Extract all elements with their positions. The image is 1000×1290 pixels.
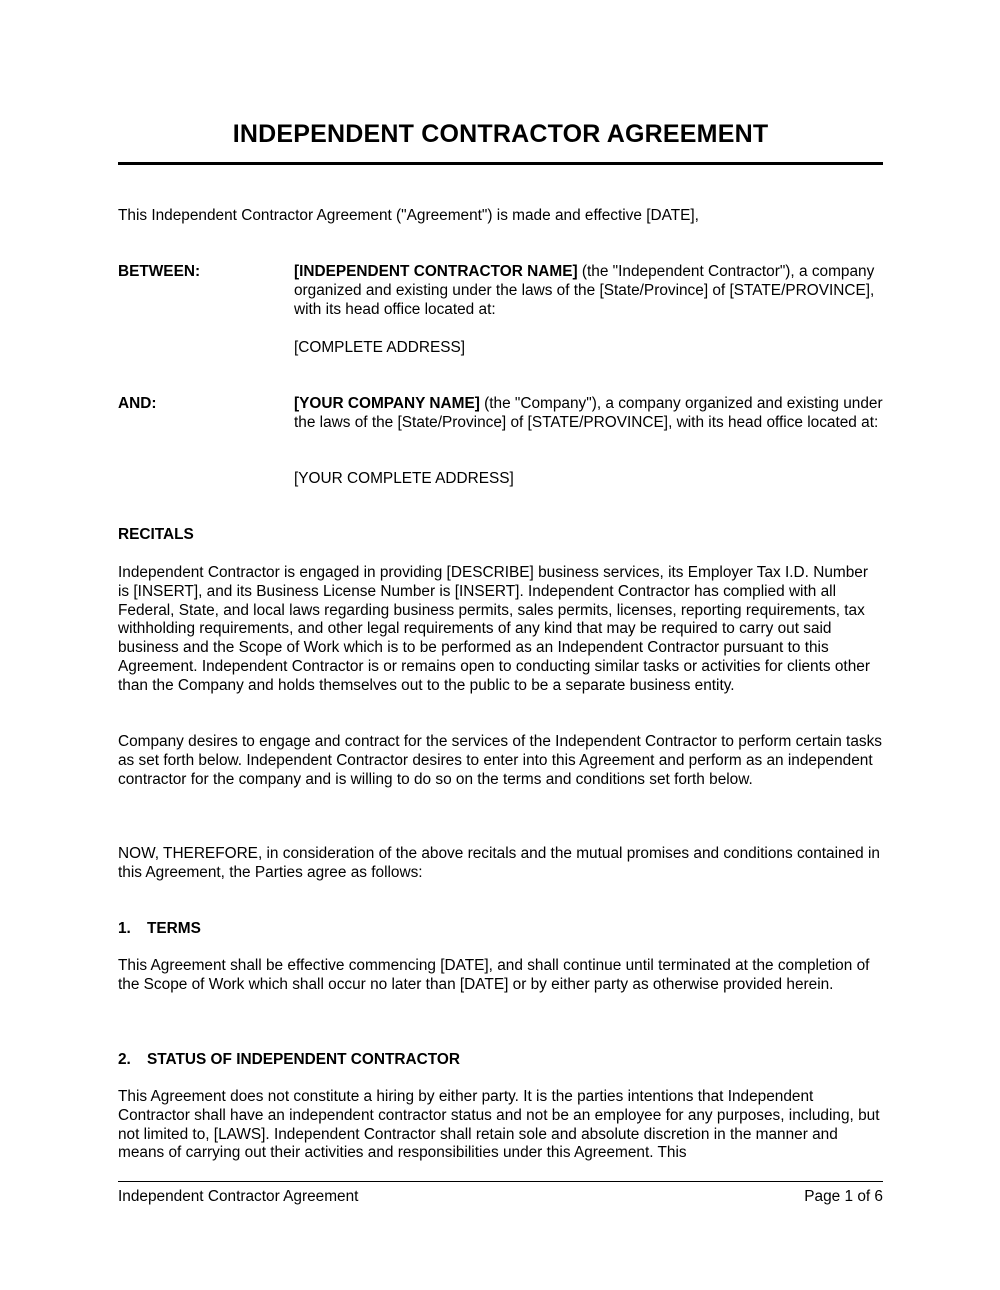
footer-document-name: Independent Contractor Agreement bbox=[118, 1188, 359, 1205]
therefore-paragraph: NOW, THEREFORE, in consideration of the above recitals and the mutual promises and conditions contained in this Agreement, the Parties agree as follows: bbox=[118, 845, 880, 881]
contractor-address: [COMPLETE ADDRESS] bbox=[294, 339, 466, 356]
section-1-heading bbox=[118, 920, 201, 939]
and-label: AND: bbox=[118, 395, 157, 412]
section-1-body: This Agreement shall be effective commencing [DATE], and shall continue until terminated at the completion of the Scope of Work which shall occur no later than [DATE] or by either party as otherwise provided herein. bbox=[118, 957, 870, 993]
and-description bbox=[294, 395, 884, 433]
recitals-heading: RECITALS bbox=[118, 526, 194, 543]
title-divider bbox=[118, 162, 883, 165]
contractor-description: (the "Independent Contractor"), a company organized and existing under the laws of the [State/Province] of [STATE/PROVINCE], with its head office located at: bbox=[294, 263, 875, 318]
intro-paragraph: This Independent Contractor Agreement ("Agreement") is made and effective [DATE], bbox=[118, 207, 699, 224]
between-description bbox=[294, 263, 884, 319]
section-2-title: STATUS OF INDEPENDENT CONTRACTOR bbox=[147, 1051, 460, 1068]
recitals-paragraph-2: Company desires to engage and contract for the services of the Independent Contractor to perform certain tasks as set forth below. Independent Contractor desires to enter into this Agreement and perform as an independent contractor for the company and is willing to do so on the terms and conditions set forth below. bbox=[118, 733, 882, 788]
footer-page-number: Page 1 of 6 bbox=[804, 1188, 883, 1205]
between-label: BETWEEN: bbox=[118, 263, 201, 280]
section-2-number: 2. bbox=[118, 1051, 131, 1068]
section-2-body: This Agreement does not constitute a hiring by either party. It is the parties intentions that Independent Contractor shall have an independent contractor status and not be an employee for any purposes, including, but not limited to, [LAWS]. Independent Contractor shall retain sole and absolute discretion in the manner and means of carrying out their activities and responsibilities under this Agreement. This bbox=[118, 1088, 880, 1162]
section-1-number: 1. bbox=[118, 920, 131, 937]
company-name: [YOUR COMPANY NAME] bbox=[294, 395, 480, 412]
company-description: (the "Company"), a company organized and existing under the laws of the [State/Province] of [STATE/PROVINCE], with its head office located at: bbox=[294, 395, 883, 431]
recitals-paragraph-1: Independent Contractor is engaged in providing [DESCRIBE] business services, its Employer Tax I.D. Number is [INSERT], and its Business License Number is [INSERT]. Independent Contractor has complied with all Federal, State, and local laws regarding business permits, sales permits, licenses, reporting requirements, tax withholding requirements, and other legal requirements of any kind that may be required to carry out said business and the Scope of Work which is to be performed as an Independent Contractor pursuant to this Agreement. Independent Contractor is or remains open to conducting similar tasks or activities for clients other than the Company and holds themselves out to the public to be a separate business entity. bbox=[118, 564, 870, 694]
document-title: INDEPENDENT CONTRACTOR AGREEMENT bbox=[232, 120, 769, 148]
contractor-name: [INDEPENDENT CONTRACTOR NAME] bbox=[294, 263, 578, 280]
section-1-title: TERMS bbox=[147, 920, 201, 937]
footer-divider bbox=[118, 1181, 883, 1182]
document-page bbox=[118, 0, 883, 1290]
section-2-heading bbox=[118, 1051, 460, 1070]
company-address: [YOUR COMPLETE ADDRESS] bbox=[294, 470, 514, 487]
